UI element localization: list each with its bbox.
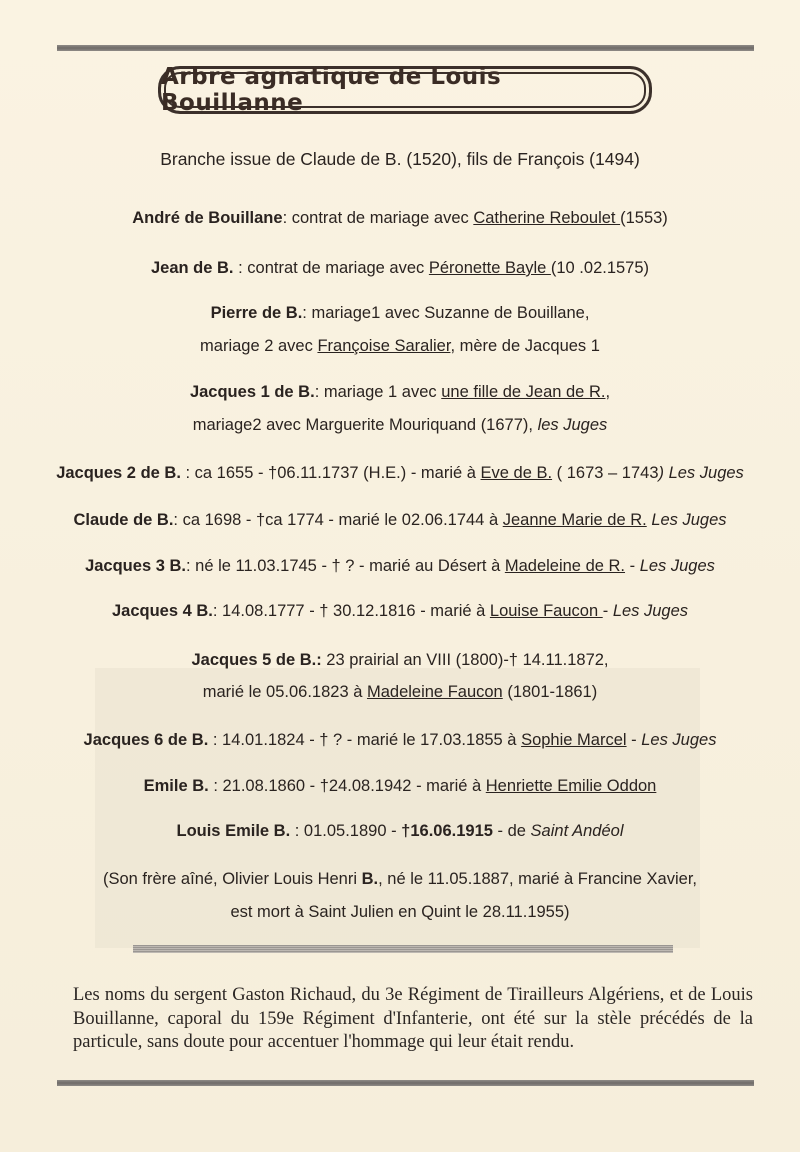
genealogy-line [0, 868, 800, 890]
person-name: Louis Emile B. [176, 822, 291, 840]
person-name: Jacques 2 de B. [56, 464, 181, 482]
place-name: ) Les Juges [658, 464, 744, 482]
line-text: : ca 1698 - †ca 1774 - marié le 02.06.1744 à [173, 511, 503, 529]
genealogy-line [0, 257, 800, 279]
middle-rule [133, 945, 673, 953]
line-text: (1553) [620, 209, 668, 227]
line-text: marié le 05.06.1823 à [202, 683, 367, 701]
genealogy-line [0, 509, 800, 531]
closing-paragraph: Les noms du sergent Gaston Richaud, du 3e Régiment de Tirailleurs Algériens, et de Louis Bouillanne, caporal du 159e Régiment d'Infanterie, ont été sur la stèle précédés de la particule, sans doute pour accentuer l'hommage qui leur était rendu. [73, 985, 753, 1052]
person-name: Pierre de B. [210, 304, 303, 322]
genealogy-line [0, 555, 800, 577]
genealogy-line [0, 414, 800, 436]
genealogy-line [0, 302, 800, 324]
line-text: : 01.05.1890 - [290, 822, 402, 840]
line-text: : mariage1 avec Suzanne de Bouillane, [302, 304, 590, 322]
place-name: Les Juges [612, 602, 689, 620]
genealogy-line [0, 207, 800, 229]
top-rule [57, 45, 754, 51]
death-date: †16.06.1915 [401, 822, 493, 840]
subtitle: Branche issue de Claude de B. (1520), fils de François (1494) [160, 149, 640, 169]
line-text: : 14.08.1777 - † 30.12.1816 - marié à [212, 602, 490, 620]
title-frame [158, 66, 652, 114]
person-name: Claude de B. [73, 511, 174, 529]
spouse-name: Jeanne Marie de R. [502, 511, 647, 529]
person-name: Jean de B. [150, 259, 234, 277]
place-name: les Juges [537, 416, 608, 434]
genealogy-line [0, 901, 800, 923]
line-text: (Son frère aîné, Olivier Louis Henri [102, 870, 362, 888]
line-text: mariage 2 avec [200, 337, 318, 355]
person-name: Jacques 6 de B. [83, 731, 209, 749]
spouse-name: Madeleine Faucon [366, 683, 503, 701]
line-text: , [605, 383, 611, 401]
person-name: Jacques 1 de B. [189, 383, 315, 401]
line-text: : contrat de mariage avec [233, 259, 429, 277]
line-text: 23 prairial an VIII (1800)-† 14.11.1872, [321, 651, 609, 669]
spouse-name: Catherine Reboulet [473, 209, 621, 227]
bold-text: B. [361, 870, 379, 888]
genealogy-line [0, 681, 800, 703]
spouse-name: Louise Faucon [489, 602, 603, 620]
spouse-name: Péronette Bayle [428, 259, 551, 277]
genealogy-line [0, 820, 800, 842]
line-text: : ca 1655 - †06.11.1737 (H.E.) - marié à [180, 464, 481, 482]
genealogy-line [0, 462, 800, 484]
line-text: : né le 11.03.1745 - † ? - marié au Désert à [185, 557, 505, 575]
line-text: - de [492, 822, 531, 840]
line-text: ( 1673 – 1743 [552, 464, 659, 482]
person-name: Emile B. [143, 777, 209, 795]
line-text: est mort à Saint Julien en Quint le 28.11.1955) [230, 903, 570, 921]
spouse-name: une fille de Jean de R. [441, 383, 606, 401]
person-name: Jacques 5 de B.: [191, 651, 322, 669]
spouse-name: Eve de B. [480, 464, 553, 482]
genealogy-line [0, 775, 800, 797]
genealogy-line [0, 335, 800, 357]
person-name: Jacques 4 B. [111, 602, 213, 620]
line-text: - [625, 557, 640, 575]
page-title: Arbre agnatique de Louis Bouillanne [161, 64, 502, 116]
line-text: (10 .02.1575) [550, 259, 650, 277]
line-text: - [626, 731, 642, 749]
line-text: mariage2 avec Marguerite Mouriquand (1677), [192, 416, 538, 434]
line-text: : mariage 1 avec [314, 383, 442, 401]
line-text: : 14.01.1824 - † ? - marié le 17.03.1855 à [208, 731, 522, 749]
line-text: , né le 11.05.1887, marié à Francine Xavier, [378, 870, 697, 888]
genealogy-line [0, 381, 800, 403]
place-name: Les Juges [641, 731, 717, 749]
person-name: Jacques 3 B. [85, 557, 186, 575]
spouse-name: Sophie Marcel [521, 731, 627, 749]
line-text: : contrat de mariage avec [282, 209, 474, 227]
genealogy-line [0, 729, 800, 751]
person-name: André de Bouillane [132, 209, 283, 227]
line-text: - [602, 602, 613, 620]
spouse-name: Françoise Saralier [317, 337, 451, 355]
bottom-rule [57, 1080, 754, 1086]
place-name: Les Juges [651, 511, 727, 529]
place-name: Les Juges [639, 557, 715, 575]
line-text: (1801-1861) [502, 683, 598, 701]
spouse-name: Henriette Emilie Oddon [485, 777, 657, 795]
line-text: : 21.08.1860 - †24.08.1942 - marié à [208, 777, 486, 795]
spouse-name: Madeleine de R. [504, 557, 626, 575]
line-text: , mère de Jacques 1 [450, 337, 600, 355]
place-name: Saint Andéol [530, 822, 624, 840]
genealogy-line [0, 649, 800, 671]
genealogy-line [0, 600, 800, 622]
